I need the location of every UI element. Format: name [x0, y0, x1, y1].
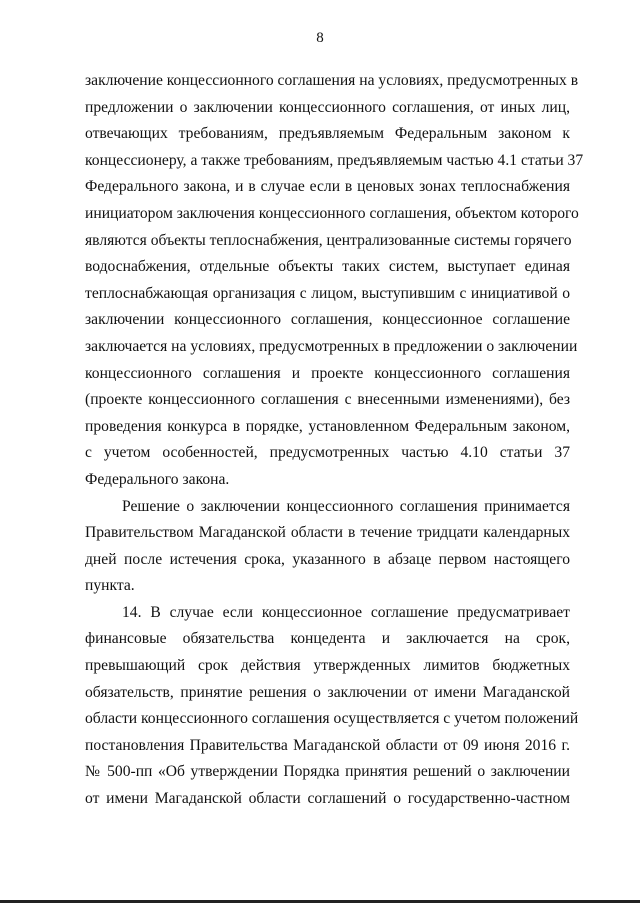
text-line: проведения конкурса в порядке, установленном Федеральным законом, — [85, 417, 570, 435]
text-line: постановления Правительства Магаданской области от 09 июня 2016 г. — [85, 736, 570, 754]
text-line: инициатором заключения концессионного соглашения, объектом которого — [85, 204, 579, 222]
text-line: пункта. — [85, 577, 135, 595]
text-line: теплоснабжающая организация с лицом, выступившим с инициативой о — [85, 284, 570, 302]
text-line: заключение концессионного соглашения на условиях, предусмотренных в — [85, 72, 579, 89]
text-line: концессионеру, а также требованиям, предъявляемым частью 4.1 статьи 37 — [85, 151, 584, 169]
text-line: предложении о заключении концессионного соглашения, от иных лиц, — [85, 98, 570, 116]
text-line: № 500-пп «Об утверждении Порядка принятия решений о заключении — [85, 763, 570, 781]
document-body — [85, 68, 584, 813]
text-line: отвечающих требованиям, предъявляемым Федеральным законом к — [85, 125, 570, 143]
text-line: Решение о заключении концессионного соглашения принимается — [122, 497, 570, 515]
scan-bottom-edge — [0, 900, 640, 903]
paragraph-3 — [85, 600, 579, 813]
text-line: Федерального закона, и в случае если в ценовых зонах теплоснабжения — [85, 178, 570, 196]
text-line: от имени Магаданской области соглашений о государственно-частном — [85, 790, 570, 808]
text-line: превышающий срок действия утвержденных лимитов бюджетных — [85, 657, 570, 675]
text-line: водоснабжения, отдельные объекты таких систем, выступает единая — [85, 258, 570, 276]
text-line: обязательств, принятие решения о заключении от имени Магаданской — [85, 683, 570, 701]
text-line: области концессионного соглашения осуществляется с учетом положений — [85, 710, 579, 728]
page-number: 8 — [316, 30, 324, 46]
text-line: дней после истечения срока, указанного в абзаце первом настоящего — [85, 550, 570, 568]
text-line: финансовые обязательства концедента и заключается на срок, — [85, 630, 570, 648]
text-line: 14. В случае если концессионное соглашение предусматривает — [122, 603, 570, 621]
text-line: являются объекты теплоснабжения, централизованные системы горячего — [85, 231, 572, 249]
paragraph-2 — [85, 494, 570, 600]
text-line: заключении концессионного соглашения, концессионное соглашение — [85, 311, 570, 329]
text-line: Правительством Магаданской области в течение тридцати календарных — [85, 524, 570, 542]
paragraph-1 — [85, 68, 584, 494]
text-line: заключается на условиях, предусмотренных в предложении о заключении — [85, 337, 578, 355]
text-line: (проекте концессионного соглашения с внесенными изменениями), без — [85, 391, 570, 409]
text-line: Федерального закона. — [85, 470, 230, 488]
text-line: с учетом особенностей, предусмотренных частью 4.10 статьи 37 — [85, 444, 570, 462]
text-line: концессионного соглашения и проекте концессионного соглашения — [85, 364, 570, 382]
